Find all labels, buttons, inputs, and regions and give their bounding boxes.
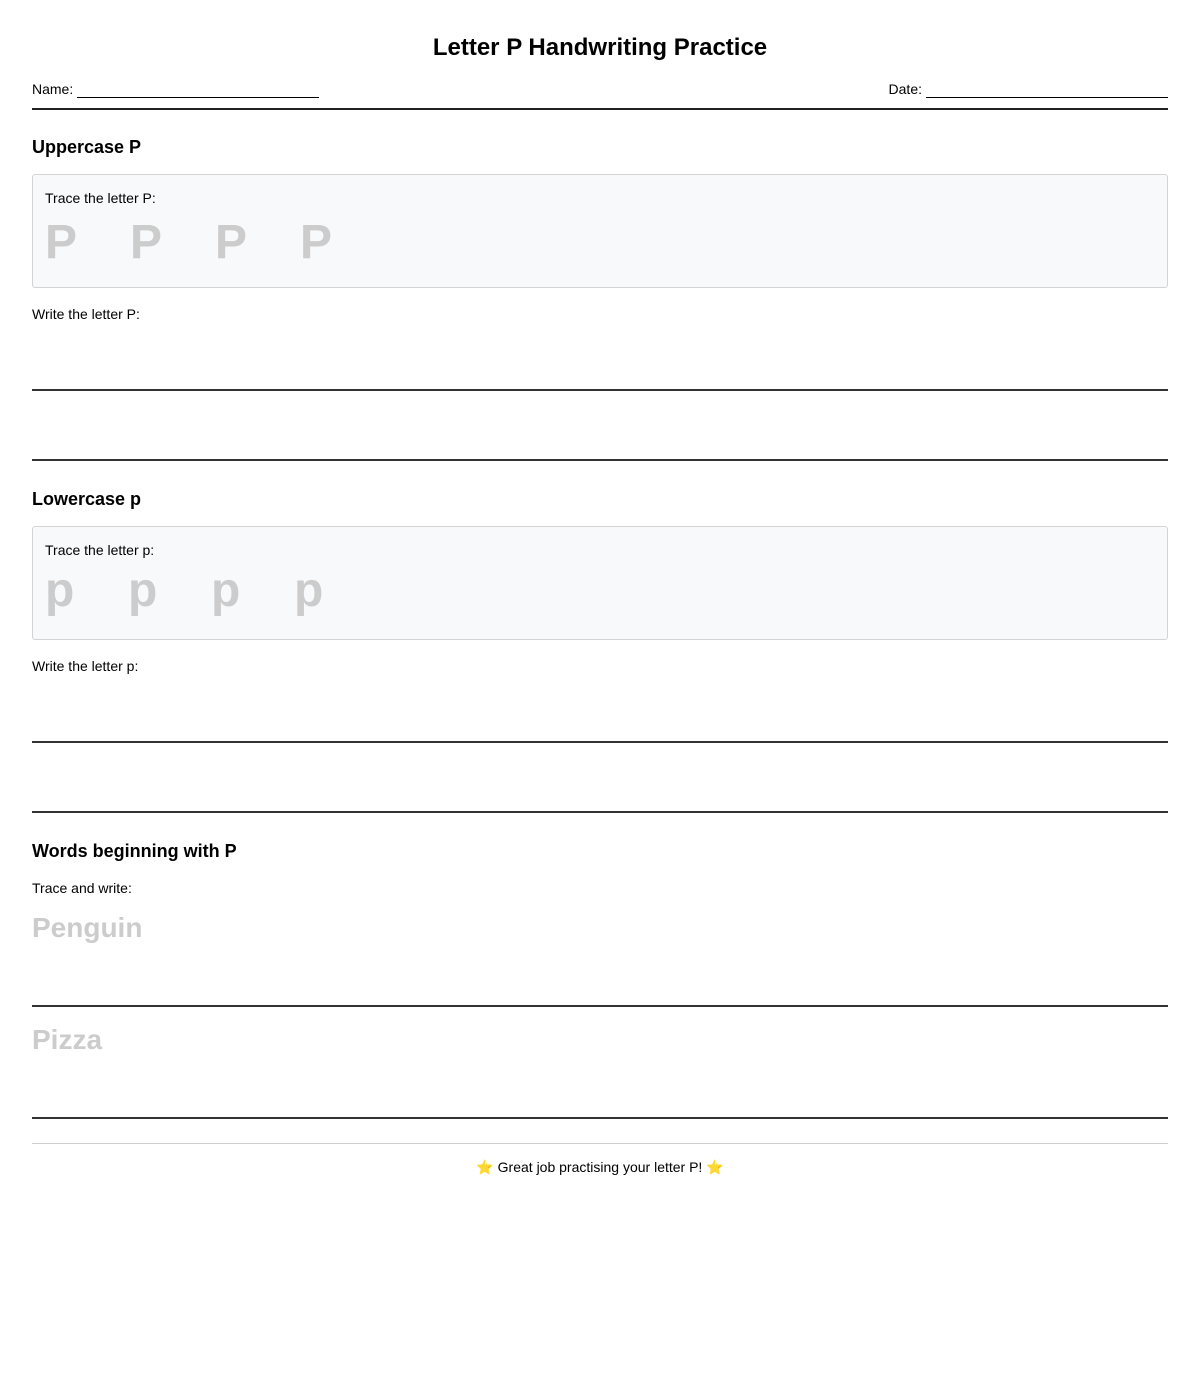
date-label: Date:: [888, 81, 922, 97]
trace-letter: P: [215, 216, 248, 269]
trace-letter: P: [45, 216, 78, 269]
page-title: Letter P Handwriting Practice: [432, 34, 768, 61]
star-icon: ⭐: [706, 1159, 724, 1175]
trace-letter: P: [130, 216, 163, 269]
worksheet-page: [32, 0, 1168, 1400]
name-label: Name:: [32, 81, 74, 97]
word-write-line[interactable]: [32, 1005, 1168, 1007]
footer-divider: [32, 1143, 1168, 1144]
trace-letter: P: [300, 216, 333, 269]
star-icon: ⭐: [476, 1159, 494, 1175]
student-info-row: [32, 80, 1168, 110]
uppercase-trace-letters: [45, 215, 385, 275]
words-instruction: Trace and write:: [32, 880, 132, 896]
lowercase-write-label: Write the letter p:: [32, 658, 139, 674]
uppercase-trace-box: [32, 174, 1168, 288]
date-field: [889, 80, 1168, 98]
uppercase-write-label: Write the letter P:: [32, 306, 140, 322]
uppercase-write-line[interactable]: [32, 459, 1168, 461]
uppercase-write-line[interactable]: [32, 389, 1168, 391]
trace-letter: p: [294, 564, 324, 617]
words-heading: Words beginning with P: [32, 841, 237, 861]
trace-letter: p: [211, 564, 241, 617]
name-blank-line[interactable]: [77, 82, 319, 98]
lowercase-write-line[interactable]: [32, 811, 1168, 813]
date-blank-line[interactable]: [926, 82, 1168, 98]
uppercase-heading: Uppercase P: [32, 137, 142, 157]
word-write-line[interactable]: [32, 1117, 1168, 1119]
footer-message: [32, 1157, 1168, 1177]
footer-text: Great job practising your letter P!: [497, 1159, 703, 1175]
word-trace-penguin: Penguin: [32, 912, 143, 943]
lowercase-trace-label: Trace the letter p:: [45, 542, 155, 558]
word-trace-pizza: Pizza: [32, 1024, 103, 1055]
uppercase-trace-label: Trace the letter P:: [45, 190, 156, 206]
lowercase-trace-letters: [45, 563, 377, 623]
lowercase-heading: Lowercase p: [32, 489, 142, 509]
trace-letter: p: [128, 564, 158, 617]
lowercase-trace-box: [32, 526, 1168, 640]
name-field: [32, 80, 319, 98]
lowercase-write-line[interactable]: [32, 741, 1168, 743]
trace-letter: p: [45, 564, 75, 617]
